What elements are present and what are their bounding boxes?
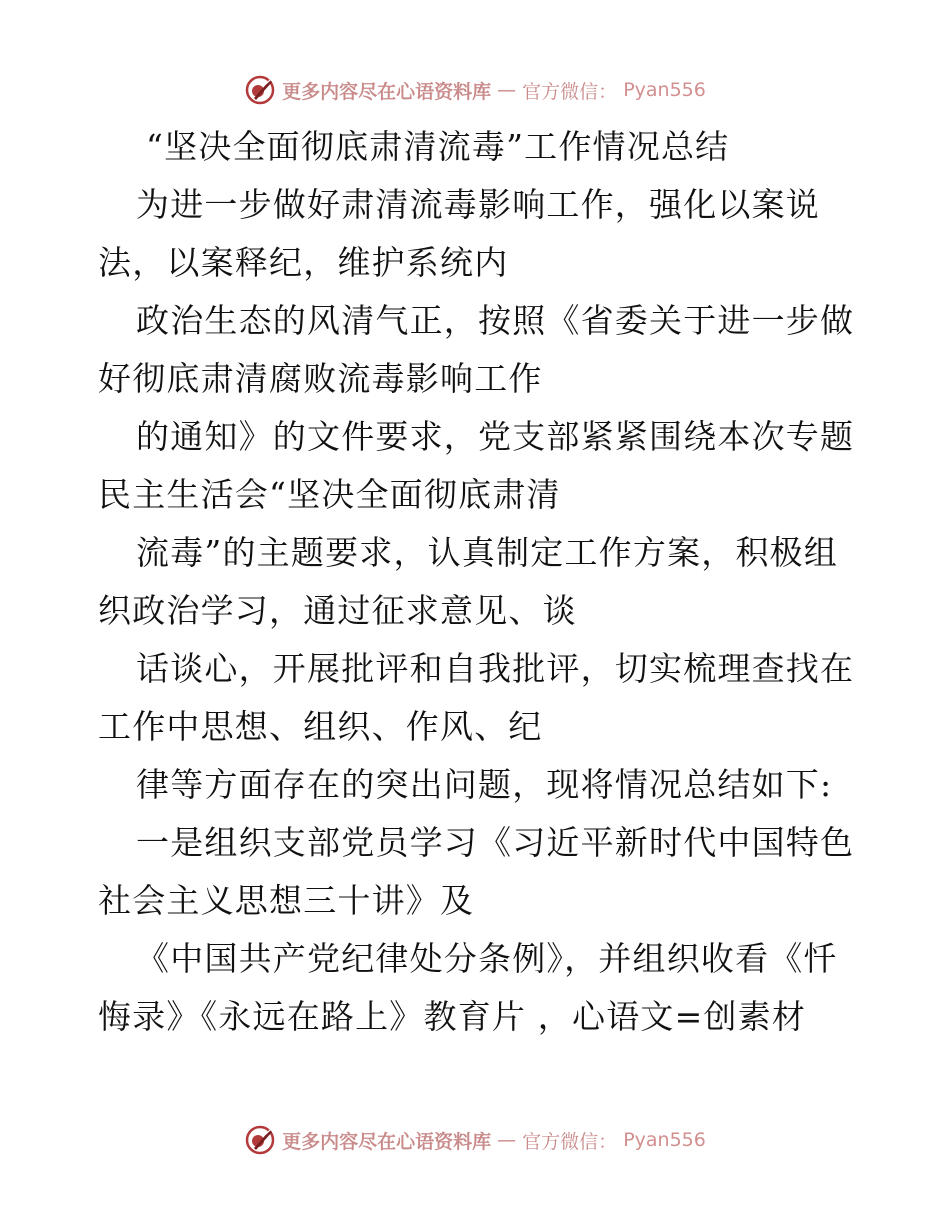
watermark-separator: —: [497, 79, 517, 101]
watermark-main-text: 更多内容尽在心语资料库: [282, 1130, 492, 1153]
watermark-main-text: 更多内容尽在心语资料库: [282, 80, 492, 103]
header-watermark: [0, 70, 950, 110]
text-line: 流毒”的主题要求，认真制定工作方案，积极组: [136, 533, 839, 572]
text-line: 律等方面存在的突出问题，现将情况总结如下:: [136, 765, 833, 804]
text-line: 《中国共产党纪律处分条例》，并组织收看《忏: [136, 939, 838, 978]
document-body: [98, 118, 858, 1046]
text-line: 话谈心，开展批评和自我批评，切实梳理查找在: [136, 649, 855, 688]
watermark-wechat-label: 官方微信：: [522, 1130, 618, 1153]
watermark-wechat-label: 官方微信：: [522, 80, 618, 103]
text-line: 政治生态的风清气正，按照《省委关于进一步做: [136, 301, 855, 340]
watermark-wechat-id: Pyan556: [623, 79, 706, 101]
text-line: 好彻底肃清腐败流毒影响工作: [98, 359, 543, 398]
text-line: 法，以案释纪，维护系统内: [98, 243, 509, 282]
text-line: 悔录》《永远在路上》教育片 ，心语文=创素材: [98, 997, 807, 1036]
text-line: 社会主义思想三十讲》及: [98, 881, 475, 920]
text-line: 的通知》的文件要求，党支部紧紧围绕本次专题: [136, 417, 855, 456]
text-line: 一是组织支部党员学习《习近平新时代中国特色: [136, 823, 855, 862]
watermark-wechat-id: Pyan556: [623, 1129, 706, 1151]
document-title: “坚决全面彻底肃清流毒”工作情况总结: [146, 127, 730, 166]
text-line: 工作中思想、组织、作风、纪: [98, 707, 543, 746]
text-line: 为进一步做好肃清流毒影响工作，强化以案说: [136, 185, 820, 224]
watermark-separator: —: [497, 1129, 517, 1151]
text-line: 民主生活会“坚决全面彻底肃清: [98, 475, 561, 514]
quill-seal-icon: [244, 1124, 276, 1156]
quill-seal-icon: [244, 74, 276, 106]
text-line: 织政治学习，通过征求意见、谈: [98, 591, 577, 630]
footer-watermark: [0, 1120, 950, 1160]
